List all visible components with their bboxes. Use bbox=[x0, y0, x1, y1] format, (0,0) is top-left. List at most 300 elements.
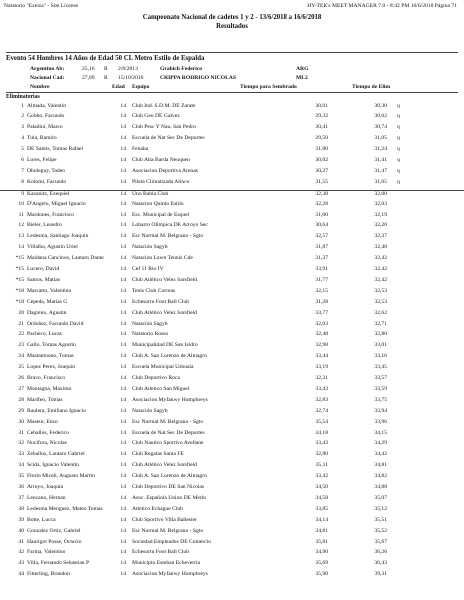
result-age: 14 bbox=[120, 157, 126, 163]
header-license: Natatorio "Ezeiza" - Site License bbox=[4, 3, 79, 9]
result-seed-time: 35,11 bbox=[315, 462, 328, 469]
result-final-time: 33,45 bbox=[374, 364, 387, 371]
result-final-time: 32,42 bbox=[374, 276, 387, 283]
result-name: Raulera, Emiliano Ignacio bbox=[27, 407, 86, 414]
result-name: Botte, Lucca bbox=[27, 516, 56, 523]
result-final-time: 32,53 bbox=[374, 298, 387, 305]
result-row bbox=[0, 124, 464, 134]
result-age: 14 bbox=[120, 527, 126, 534]
result-name: Farina, Valentino bbox=[27, 549, 66, 556]
result-final-time: 33,75 bbox=[374, 396, 387, 403]
result-team: Escuela de Nat Sec De Deportes bbox=[132, 429, 205, 436]
result-name: Cepeda, Matias G bbox=[27, 298, 68, 305]
result-seed-time: 32,03 bbox=[315, 320, 328, 327]
result-team: Municipalidad DE San Isidro bbox=[132, 342, 198, 349]
result-row bbox=[0, 244, 464, 254]
result-rank: 1 bbox=[21, 102, 24, 109]
result-age: 14 bbox=[120, 266, 126, 272]
result-age: 14 bbox=[120, 484, 126, 490]
result-seed-time: 33,77 bbox=[315, 309, 328, 316]
result-age: 14 bbox=[120, 353, 126, 360]
record-code: R bbox=[104, 75, 108, 81]
result-team: Tenis Club Correas bbox=[132, 287, 176, 294]
result-rank: 5 bbox=[21, 146, 24, 153]
result-rank: 30 bbox=[18, 418, 24, 425]
result-name: Lucero, David bbox=[27, 266, 60, 272]
result-name: D'Angelo, Miguel Ignacio bbox=[27, 200, 86, 207]
result-team: Club Nautico Sportivo Avellane bbox=[132, 440, 204, 447]
result-age: 14 bbox=[120, 200, 126, 207]
result-rank: 31 bbox=[18, 429, 24, 436]
result-final-time: 35,52 bbox=[374, 527, 387, 534]
result-team: Club Atlético Velez Sarsfield bbox=[132, 276, 197, 283]
result-final-time: 33,01 bbox=[374, 342, 387, 349]
result-name: Maidana Cancinos, Lautaro Dante bbox=[27, 255, 104, 262]
result-rank: 13 bbox=[18, 233, 24, 240]
result-age: 14 bbox=[120, 538, 126, 545]
result-rank: 29 bbox=[18, 407, 24, 414]
result-name: Marifeo, Tobias bbox=[27, 396, 63, 403]
result-seed-time: 32,48 bbox=[315, 331, 328, 338]
result-age: 14 bbox=[120, 407, 126, 414]
result-team: Asociacion Deportiva Arenas bbox=[132, 167, 198, 174]
result-team: Club Atlético Velez Sarsfield bbox=[132, 462, 197, 469]
result-age: 14 bbox=[120, 190, 126, 197]
result-name: Bieler, Leandro bbox=[27, 222, 62, 229]
result-row bbox=[0, 190, 464, 201]
result-final-time: 34,82 bbox=[374, 473, 387, 480]
result-qualifier: q bbox=[397, 178, 400, 185]
result-row bbox=[0, 386, 464, 396]
result-row bbox=[0, 255, 464, 265]
result-seed-time: 30,64 bbox=[315, 222, 328, 229]
result-final-time: 35,51 bbox=[374, 516, 387, 523]
result-rank: *15 bbox=[15, 266, 24, 272]
result-seed-time: 33,19 bbox=[315, 364, 328, 371]
result-row bbox=[0, 462, 464, 472]
result-age: 14 bbox=[120, 124, 126, 131]
result-rank: 12 bbox=[18, 222, 24, 229]
result-seed-time: 33,42 bbox=[315, 473, 328, 480]
result-row bbox=[0, 331, 464, 341]
result-row bbox=[0, 310, 464, 320]
result-age: 14 bbox=[120, 516, 126, 523]
result-seed-time: 33,43 bbox=[315, 440, 328, 447]
result-name: Nucifora, Nicolas bbox=[27, 440, 67, 447]
result-row bbox=[0, 233, 464, 243]
result-name: Almada, Valentin bbox=[27, 102, 67, 109]
result-seed-time: 30,27 bbox=[315, 167, 328, 174]
result-rank: 38 bbox=[18, 505, 24, 512]
result-rank: 23 bbox=[18, 342, 24, 349]
result-name: Mastantuono, Tomas bbox=[27, 353, 74, 360]
result-final-time: 35,07 bbox=[374, 494, 387, 501]
result-seed-time: 32,15 bbox=[315, 287, 328, 294]
result-qualifier: q bbox=[397, 146, 400, 153]
result-rank: 6 bbox=[21, 157, 24, 163]
record-holder: CRIPPA RODRIGO NICOLAS bbox=[160, 75, 237, 81]
result-rank: 41 bbox=[18, 538, 24, 545]
result-team: Fenaba bbox=[132, 146, 149, 153]
divider-top bbox=[6, 52, 458, 53]
result-rank: 9 bbox=[21, 190, 24, 197]
result-team: Escuela Municipal Ushuaia bbox=[132, 364, 194, 371]
result-seed-time: 33,43 bbox=[315, 385, 328, 392]
result-name: Kolomi, Facundo bbox=[27, 178, 67, 185]
result-name: Lores, Felipe bbox=[27, 157, 57, 163]
record-date: 2/8/2013 bbox=[118, 66, 138, 72]
result-final-time: 32,62 bbox=[374, 309, 387, 316]
result-row bbox=[0, 201, 464, 211]
result-name: Maseur, Enzo bbox=[27, 418, 58, 425]
result-age: 14 bbox=[120, 222, 126, 229]
result-rank: *15 bbox=[15, 255, 24, 262]
result-name: Florio Miceli, Augusto Martin bbox=[27, 473, 95, 480]
result-name: Ceballos, Federico bbox=[27, 429, 69, 436]
result-row bbox=[0, 212, 464, 222]
result-name: Fitterling, Brandon bbox=[27, 571, 70, 578]
result-team: Club A. San Lorenzo de Almagro bbox=[132, 353, 207, 360]
result-final-time: 33,57 bbox=[374, 375, 387, 381]
divider-header bbox=[6, 92, 458, 93]
result-seed-time: 32,74 bbox=[315, 407, 328, 414]
result-row bbox=[0, 135, 464, 145]
result-age: 14 bbox=[120, 255, 126, 262]
result-team: Club Geo DE Galvez bbox=[132, 113, 180, 120]
result-final-time: 32,53 bbox=[374, 287, 387, 294]
result-team: Esc Normal M. Belgrano - Sgto bbox=[132, 233, 204, 240]
result-qualifier: q bbox=[397, 102, 400, 109]
record-date: 15/10/2016 bbox=[118, 75, 144, 81]
result-seed-time: 33,85 bbox=[315, 505, 328, 512]
result-team: Echesortu Foot Ball Club bbox=[132, 549, 190, 556]
column-age: Edad bbox=[112, 84, 125, 90]
result-age: 14 bbox=[120, 146, 126, 153]
event-title: Evento 54 Hombres 14 Años de Edad 50 CL Metro Estilo de Espalda bbox=[6, 55, 205, 62]
result-name: Haurigot Posse, Octavio bbox=[27, 538, 82, 545]
result-rank: 40 bbox=[18, 527, 24, 534]
result-age: 14 bbox=[120, 429, 126, 436]
header-software-info: HY-TEK's MEET MANAGER 7.0 - 8:42 PM 16/6/2018 Página 71 bbox=[307, 3, 457, 9]
result-row bbox=[0, 146, 464, 156]
result-row bbox=[0, 364, 464, 374]
result-rank: 28 bbox=[18, 396, 24, 403]
result-team: Municipio Esteban Echeverria bbox=[132, 560, 201, 567]
result-row bbox=[0, 397, 464, 407]
result-seed-time: 35,81 bbox=[315, 538, 328, 545]
result-age: 14 bbox=[120, 549, 126, 556]
result-rank: 14 bbox=[18, 244, 24, 251]
result-row bbox=[0, 222, 464, 232]
result-row bbox=[0, 113, 464, 123]
result-name: Mardones, Francisco bbox=[27, 211, 74, 218]
record-team: ML2 bbox=[296, 75, 308, 81]
record-label: Nacional Cad: bbox=[30, 75, 65, 81]
result-final-time: 36,26 bbox=[374, 549, 387, 556]
result-name: Ordoñez, Facundo David bbox=[27, 320, 84, 327]
result-team: Club Alta Barda Neuquen bbox=[132, 157, 190, 163]
result-team: Club Deportivo DE San Nicolas bbox=[132, 484, 205, 490]
result-row bbox=[0, 277, 464, 287]
result-row bbox=[0, 288, 464, 298]
result-row bbox=[0, 484, 464, 494]
result-name: Arroyo, Joaquin bbox=[27, 484, 64, 490]
result-name: Oholeguy, Tadeo bbox=[27, 167, 65, 174]
result-final-time: 32,42 bbox=[374, 266, 387, 272]
result-row bbox=[0, 157, 464, 167]
result-age: 14 bbox=[120, 396, 126, 403]
result-age: 14 bbox=[120, 135, 126, 142]
result-seed-time: 32,28 bbox=[315, 200, 328, 207]
result-final-time: 34,15 bbox=[374, 429, 387, 436]
result-rank: 34 bbox=[18, 462, 24, 469]
result-rank: 20 bbox=[18, 309, 24, 316]
result-final-time: 31,47 bbox=[374, 167, 387, 174]
result-team: Club Atletico San Miguel bbox=[132, 385, 190, 392]
result-seed-time: 31,80 bbox=[315, 146, 328, 153]
result-rank: 25 bbox=[18, 364, 24, 371]
result-team: Club Ind. S.D.M. DE Zarate bbox=[132, 102, 196, 109]
result-qualifier: q bbox=[397, 124, 400, 131]
result-seed-time: 34,81 bbox=[315, 527, 328, 534]
result-row bbox=[0, 473, 464, 483]
result-row bbox=[0, 321, 464, 331]
result-team: Club Regatas Santa FE bbox=[132, 451, 184, 458]
result-final-time: 32,40 bbox=[374, 244, 387, 251]
result-row bbox=[0, 408, 464, 418]
record-code: R bbox=[104, 66, 108, 72]
result-team: Natación Sagyb bbox=[132, 320, 168, 327]
result-row bbox=[0, 495, 464, 505]
result-team: Asociacion Myfanwy Humphreys bbox=[132, 396, 208, 403]
result-team: Cef 11 Rio IV bbox=[132, 266, 164, 272]
result-age: 14 bbox=[120, 178, 126, 185]
result-team: Club Pesc Y Nau. San Pedro bbox=[132, 124, 196, 131]
result-rank: 7 bbox=[21, 167, 24, 174]
result-seed-time: 34,18 bbox=[315, 429, 328, 436]
result-rank: 32 bbox=[18, 440, 24, 447]
result-team: Club Deportivo Roca bbox=[132, 375, 180, 381]
result-team: Natatorio Rosso bbox=[132, 331, 169, 338]
result-row bbox=[0, 430, 464, 440]
result-row bbox=[0, 375, 464, 385]
result-rank: 35 bbox=[18, 473, 24, 480]
result-final-time: 33,94 bbox=[374, 407, 387, 414]
result-final-time: 39,31 bbox=[374, 571, 387, 578]
result-team: Natacion Quinto Estilo bbox=[132, 200, 184, 207]
result-rank: *18 bbox=[15, 287, 24, 294]
result-row bbox=[0, 560, 464, 570]
result-name: Zeballos, Lautaro Gabriel bbox=[27, 451, 85, 458]
result-final-time: 30,62 bbox=[374, 113, 387, 120]
result-name: Paladini, Marco bbox=[27, 124, 63, 131]
result-team: Sociedad Empleados DE Comercio bbox=[132, 538, 212, 545]
result-final-time: 31,05 bbox=[374, 135, 387, 142]
result-team: Esc Normal M. Belgrano - Sgto bbox=[132, 418, 204, 425]
result-final-time: 31,24 bbox=[374, 146, 387, 153]
result-team: Lobarro Olimpica DE Arroyo Sec bbox=[132, 222, 208, 229]
result-seed-time: 32,57 bbox=[315, 233, 328, 240]
result-rank: 42 bbox=[18, 549, 24, 556]
result-final-time: 31,65 bbox=[374, 178, 387, 185]
result-qualifier: q bbox=[397, 113, 400, 120]
result-row bbox=[0, 353, 464, 363]
result-team: Atletico Echague Club bbox=[132, 505, 183, 512]
result-seed-time: 32,80 bbox=[315, 451, 328, 458]
result-rank: 43 bbox=[18, 560, 24, 567]
result-final-time: 35,67 bbox=[374, 538, 387, 545]
result-rank: 44 bbox=[18, 571, 24, 578]
result-final-time: 33,96 bbox=[374, 418, 387, 425]
result-rank: 33 bbox=[18, 451, 24, 458]
result-name: Ledesma, Santiago Joaquin bbox=[27, 233, 89, 240]
result-rank: 3 bbox=[21, 124, 24, 131]
result-rank: 27 bbox=[18, 385, 24, 392]
result-name: DE Santis, Tomas Rafael bbox=[27, 146, 84, 153]
result-rank: 37 bbox=[18, 494, 24, 501]
result-name: Scida, Ignacio Valentin bbox=[27, 462, 79, 469]
result-seed-time: 30,01 bbox=[315, 102, 328, 109]
result-rank: 24 bbox=[18, 353, 24, 360]
result-seed-time: 33,44 bbox=[315, 353, 328, 360]
result-final-time: 33,16 bbox=[374, 353, 387, 360]
result-name: Ledesma Menguez, Mateo Tomas bbox=[27, 505, 103, 512]
result-age: 14 bbox=[120, 287, 126, 294]
result-age: 14 bbox=[120, 385, 126, 392]
result-qualifier: q bbox=[397, 167, 400, 174]
result-rank: 26 bbox=[18, 375, 24, 381]
result-rank: 22 bbox=[18, 331, 24, 338]
result-rank: 21 bbox=[18, 320, 24, 327]
result-name: Montagna, Maximo bbox=[27, 385, 72, 392]
result-name: Kazanitz, Ezequiel bbox=[27, 190, 70, 197]
result-row bbox=[0, 440, 464, 450]
result-rank: 4 bbox=[21, 135, 24, 142]
result-name: Lopez Perez, Joaquin bbox=[27, 364, 75, 371]
result-age: 14 bbox=[120, 505, 126, 512]
result-age: 14 bbox=[120, 364, 126, 371]
result-age: 14 bbox=[120, 331, 126, 338]
result-seed-time: 31,00 bbox=[315, 211, 328, 218]
result-age: 14 bbox=[120, 418, 126, 425]
result-final-time: 34,42 bbox=[374, 451, 387, 458]
result-age: 14 bbox=[120, 342, 126, 349]
result-row bbox=[0, 528, 464, 538]
result-seed-time: 32,98 bbox=[315, 342, 328, 349]
result-age: 14 bbox=[120, 375, 126, 381]
result-age: 14 bbox=[120, 440, 126, 447]
result-name: Villa, Fernando Sebastian P bbox=[27, 560, 90, 567]
result-row bbox=[0, 266, 464, 276]
result-seed-time: 31,37 bbox=[315, 255, 328, 262]
result-rank: 10 bbox=[18, 200, 24, 207]
column-seed-time: Tiempo para Sembrado bbox=[240, 84, 297, 90]
column-final-time: Tiempo de Elim bbox=[352, 84, 391, 90]
result-row bbox=[0, 103, 464, 113]
result-age: 14 bbox=[120, 113, 126, 120]
result-row bbox=[0, 179, 464, 189]
column-team: Equipo bbox=[132, 84, 150, 90]
result-seed-time: 30,41 bbox=[315, 124, 328, 131]
result-name: Gobbo, Facundo bbox=[27, 113, 65, 120]
result-team: Natación Sagyb bbox=[132, 244, 168, 251]
result-row bbox=[0, 539, 464, 549]
result-age: 14 bbox=[120, 451, 126, 458]
result-seed-time: 34,14 bbox=[315, 516, 328, 523]
result-qualifier: q bbox=[397, 135, 400, 142]
result-seed-time: 29,50 bbox=[315, 135, 328, 142]
result-row bbox=[0, 517, 464, 527]
result-team: Asoc. Española Union DE Merlo bbox=[132, 494, 207, 501]
result-final-time: 32,71 bbox=[374, 320, 387, 327]
result-team: Echesortu Foot Ball Club bbox=[132, 298, 190, 305]
record-team: ARG bbox=[296, 66, 309, 72]
record-time: 27,89 bbox=[82, 75, 95, 81]
result-seed-time: 31,28 bbox=[315, 298, 328, 305]
result-name: Gallo, Tomas Agustin bbox=[27, 342, 76, 349]
result-team: Uno Bahia Club bbox=[132, 190, 169, 197]
result-rank: 11 bbox=[18, 211, 24, 218]
section-heading: Eliminatorias bbox=[6, 94, 40, 100]
result-final-time: 30,74 bbox=[374, 124, 387, 131]
result-seed-time: 33,91 bbox=[315, 266, 328, 272]
result-row bbox=[0, 419, 464, 429]
result-age: 14 bbox=[120, 298, 126, 305]
result-final-time: 31,41 bbox=[374, 157, 387, 163]
result-final-time: 32,37 bbox=[374, 233, 387, 240]
result-row bbox=[0, 571, 464, 581]
result-age: 14 bbox=[120, 102, 126, 109]
result-name: Lencano, Hernan bbox=[27, 494, 66, 501]
record-time: 25,16 bbox=[82, 66, 95, 72]
result-final-time: 34,29 bbox=[374, 440, 387, 447]
result-seed-time: 34,90 bbox=[315, 549, 328, 556]
result-team: Pileta Climatizada Alinco bbox=[132, 178, 190, 185]
result-seed-time: 34,50 bbox=[315, 484, 328, 490]
result-row bbox=[0, 451, 464, 461]
result-seed-time: 30,02 bbox=[315, 157, 328, 163]
result-team: Esc. Municipal de Esquel bbox=[132, 211, 190, 218]
result-final-time: 30,30 bbox=[374, 102, 387, 109]
result-team: Natación Sagyb bbox=[132, 407, 168, 414]
column-name: Nombre bbox=[30, 84, 50, 90]
record-holder: Grabich Federico bbox=[160, 66, 203, 72]
result-name: Bravo, Francisco bbox=[27, 375, 66, 381]
result-age: 14 bbox=[120, 211, 126, 218]
result-team: Club A. San Lorenzo de Almagro bbox=[132, 473, 207, 480]
result-final-time: 34,81 bbox=[374, 462, 387, 469]
result-final-time: 32,03 bbox=[374, 200, 387, 207]
result-age: 14 bbox=[120, 309, 126, 316]
result-team: Club Sportivo Villa Ballester bbox=[132, 516, 197, 523]
result-team: Esc Normal M. Belgrano - Sgto bbox=[132, 527, 204, 534]
result-row bbox=[0, 168, 464, 178]
result-seed-time: 32,31 bbox=[315, 375, 328, 381]
result-name: Tula, Ramiro bbox=[27, 135, 57, 142]
result-age: 14 bbox=[120, 571, 126, 578]
result-row bbox=[0, 299, 464, 309]
result-age: 14 bbox=[120, 233, 126, 240]
result-name: Marcatto, Valentino bbox=[27, 287, 72, 294]
result-rank: 2 bbox=[21, 113, 24, 120]
result-final-time: 32,80 bbox=[374, 331, 387, 338]
result-name: Dagnino, Agustin bbox=[27, 309, 67, 316]
result-rank: *18 bbox=[15, 298, 24, 305]
result-final-time: 32,19 bbox=[374, 211, 387, 218]
result-final-time: 32,20 bbox=[374, 222, 387, 229]
result-row bbox=[0, 506, 464, 516]
result-seed-time: 32,38 bbox=[315, 190, 328, 197]
